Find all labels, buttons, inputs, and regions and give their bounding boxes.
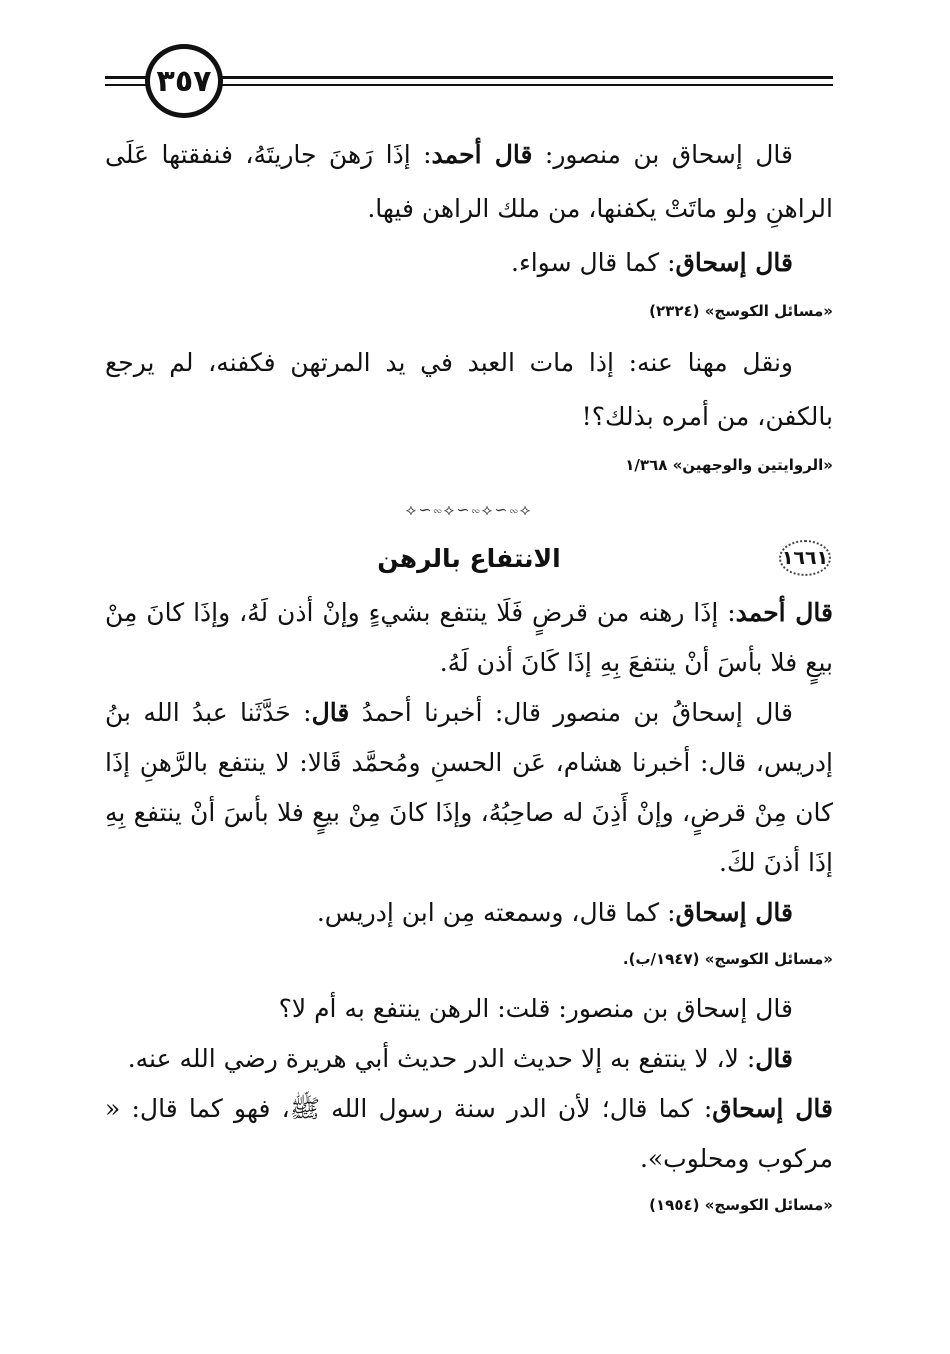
section-number-badge [777,538,833,578]
speaker-ishaq: قال إسحاق [675,898,793,927]
speaker-ishaq: قال إسحاق [712,1094,833,1123]
speaker-ahmad: قال أحمد [431,140,533,169]
paragraph-answer [105,1034,833,1084]
paragraph-text: : كما قال، وسمعته مِن ابن إدريس. [316,898,676,927]
paragraph-text: : إذَا رهنه من قرضٍ فَلَا ينتفع بشيءٍ وإنْ أذن لَهُ، وإذَا كانَ مِنْ بيعٍ فلا بأسَ أنْ ينتفعَ بِهِ إذَا كَانَ أذن لَهُ. [105,598,833,677]
paragraph-ishaq-reply-3 [105,1084,833,1184]
page-body [105,128,833,1230]
paragraph-text: : كما قال سواء. [511,248,676,277]
paragraph-text: : إذَا رَهنَ جاريتَهُ، فنفقتها عَلَى الراهنِ ولو ماتَتْ يكفنها، من ملك الراهن فيها. [105,140,833,223]
speaker-qal: قال [755,1044,793,1073]
speaker-qal: قال [311,698,350,727]
paragraph-ishaq-reply-1 [105,236,833,290]
paragraph-text: : حَدَّثَنا عبدُ الله بنُ إدريس، قال: أخبرنا هشام، عَن الحسنِ ومُحمَّد قَالا: لا ينتفع بالرَّهنِ إذَا كان مِنْ قرضٍ، وإنْ أَذِنَ له صاحِبُهُ، وإذَا كانَ مِنْ بيعٍ فلا بأسَ أنْ ينتفع بِهِ إذَا أذنَ لكَ. [105,698,833,877]
paragraph-ishaq-reply-2 [105,888,833,938]
paragraph-question [105,984,833,1034]
page-number-badge [145,44,223,118]
reference-kawsaj-2324: «مسائل الكوسج» (٢٣٢٤) [649,302,833,320]
page-number: ٣٥٧ [156,63,212,99]
section-divider-ornament: ⟡∽∾⟡∽∾⟡∽∾⟡ [405,500,533,519]
paragraph-isnad [105,688,833,888]
section-heading [105,534,833,584]
speaker-text: قال إسحاق بن منصور: [532,140,793,169]
section-number: ١٦٦١ [781,547,829,569]
reference-kawsaj-1947: «مسائل الكوسج» (١٩٤٧/ب). [622,950,833,968]
speaker-ishaq: قال إسحاق [675,248,793,277]
reference-riwayatayn: «الروايتين والوجهين» ١/٣٦٨ [625,456,833,474]
paragraph-ahmad-ruling [105,588,833,688]
speaker-ahmad: قال أحمد [735,598,833,627]
paragraph-text: : لا، لا ينتفع به إلا حديث الدر حديث أبي هريرة رضي الله عنه. [127,1044,756,1073]
paragraph-text: قال إسحاقُ بن منصور قال: أخبرنا أحمدُ [349,698,793,727]
paragraph-text: ونقل مهنا عنه: إذا مات العبد في يد المرتهن فكفنه، لم يرجع بالكفن، من أمره بذلك؟! [105,348,833,431]
paragraph-ishaq-report-1 [105,128,833,236]
reference-kawsaj-1954: «مسائل الكوسج» (١٩٥٤) [649,1196,833,1214]
paragraph-muhanna [105,336,833,444]
paragraph-text: : كما قال؛ لأن الدر سنة رسول الله ﷺ، فهو كما قال: « مركوب ومحلوب». [105,1094,833,1173]
page-header [105,42,833,122]
paragraph-text: قال إسحاق بن منصور: قلت: الرهن ينتفع به أم لا؟ [278,994,793,1023]
section-title: الانتفاع بالرهن [377,544,561,573]
